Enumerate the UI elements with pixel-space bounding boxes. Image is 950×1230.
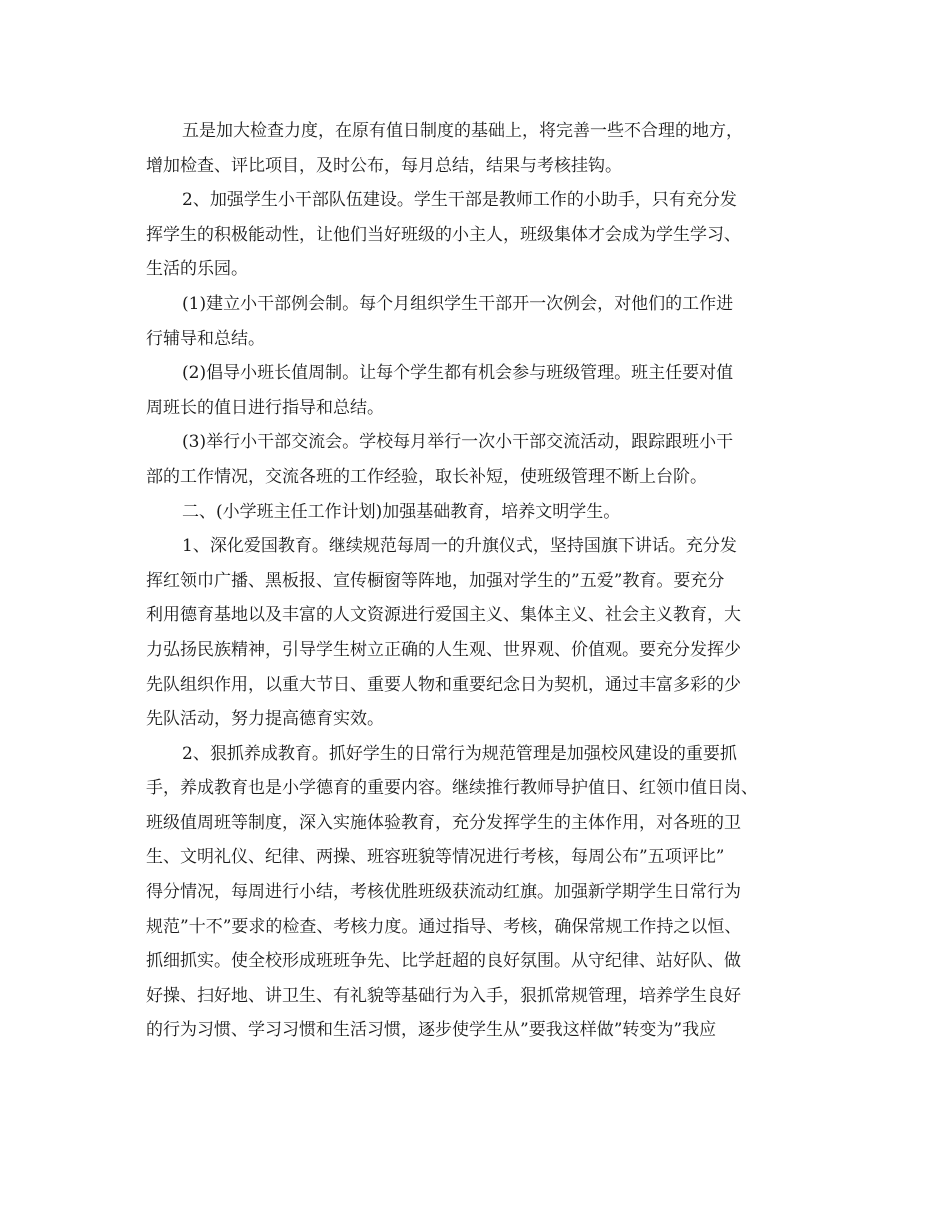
text-line: 2、狠抓养成教育。抓好学生的日常行为规范管理是加强校风建设的重要抓 bbox=[182, 743, 737, 764]
text-line: 力弘扬民族精神，引导学生树立正确的人生观、世界观、价值观。要充分发挥少 bbox=[146, 639, 741, 660]
text-line: 好操、扫好地、讲卫生、有礼貌等基础行为入手，狠抓常规管理，培养学生良好 bbox=[146, 985, 741, 1006]
text-line: (3)举行小干部交流会。学校每月举行一次小干部交流活动，跟踪跟班小干 bbox=[182, 432, 734, 453]
text-line: (2)倡导小班长值周制。让每个学生都有机会参与班级管理。班主任要对值 bbox=[182, 363, 734, 384]
text-line: 抓细抓实。使全校形成班班争先、比学赶超的良好氛围。从守纪律、站好队、做 bbox=[146, 951, 741, 972]
text-line: 增加检查、评比项目，及时公布，每月总结，结果与考核挂钩。 bbox=[146, 155, 622, 176]
text-line: 生活的乐园。 bbox=[146, 259, 248, 280]
text-line: 挥红领巾广播、黑板报、宣传橱窗等阵地，加强对学生的”五爱”教育。要充分 bbox=[146, 570, 725, 591]
text-line: 1、深化爱国教育。继续规范每周一的升旗仪式，坚持国旗下讲话。充分发 bbox=[182, 536, 737, 557]
text-line: 行辅导和总结。 bbox=[146, 328, 265, 349]
text-line: 先队活动，努力提高德育实效。 bbox=[146, 709, 384, 730]
text-line: 部的工作情况，交流各班的工作经验，取长补短，使班级管理不断上台阶。 bbox=[146, 466, 707, 487]
text-line: 手，养成教育也是小学德育的重要内容。继续推行教师导护值日、红领巾值日岗、 bbox=[146, 778, 758, 799]
text-line: 规范”十不”要求的检查、考核力度。通过指导、考核，确保常规工作持之以恒、 bbox=[146, 916, 742, 937]
text-line: 的行为习惯、学习习惯和生活习惯，逐步使学生从”要我这样做”转变为”我应 bbox=[146, 1020, 717, 1041]
text-line: 班级值周班等制度，深入实施体验教育，充分发挥学生的主体作用，对各班的卫 bbox=[146, 812, 741, 833]
text-line: 挥学生的积极能动性，让他们当好班级的小主人，班级集体才会成为学生学习、 bbox=[146, 224, 741, 245]
document-body bbox=[146, 114, 810, 1048]
text-line: 五是加大检查力度，在原有值日制度的基础上，将完善一些不合理的地方， bbox=[182, 121, 743, 141]
text-line: 2、加强学生小干部队伍建设。学生干部是教师工作的小助手，只有充分发 bbox=[182, 190, 737, 211]
text-line: 先队组织作用，以重大节日、重要人物和重要纪念日为契机，通过丰富多彩的少 bbox=[146, 674, 741, 695]
text-line: 生、文明礼仪、纪律、两操、班容班貌等情况进行考核，每周公布”五项评比” bbox=[146, 847, 725, 868]
text-line: 二、(小学班主任工作计划)加强基础教育，培养文明学生。 bbox=[182, 501, 621, 522]
text-line: (1)建立小干部例会制。每个月组织学生干部开一次例会，对他们的工作进 bbox=[182, 293, 734, 314]
text-line: 利用德育基地以及丰富的人文资源进行爱国主义、集体主义、社会主义教育，大 bbox=[146, 605, 741, 626]
text-line: 得分情况，每周进行小结，考核优胜班级获流动红旗。加强新学期学生日常行为 bbox=[146, 882, 741, 903]
text-line: 周班长的值日进行指导和总结。 bbox=[146, 397, 384, 418]
